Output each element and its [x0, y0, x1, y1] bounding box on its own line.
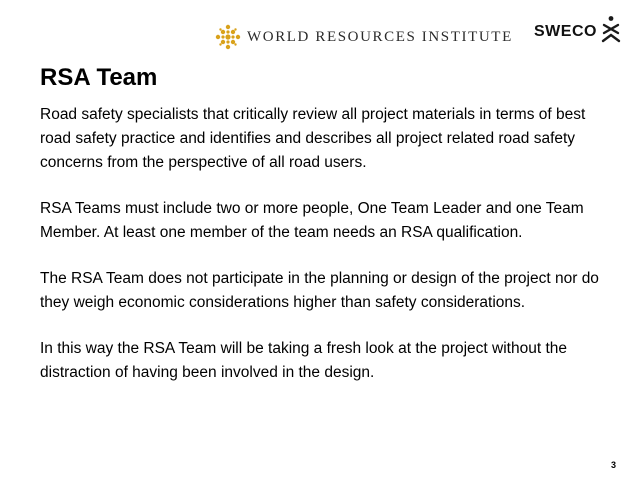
wri-logo-icon	[213, 22, 243, 52]
paragraph-team-composition: RSA Teams must include two or more people, One Team Leader and one Team Member. At least one member of the team needs an RSA qualification.	[40, 200, 584, 241]
paragraph-fresh-look: In this way the RSA Team will be taking a fresh look at the project without the distraction of having been involved in the design.	[40, 340, 567, 381]
sweco-logo-icon	[600, 14, 622, 44]
slide-body	[40, 103, 600, 407]
sweco-logo	[534, 14, 622, 44]
page-number: 3	[611, 460, 617, 470]
slide-title: RSA Team	[40, 64, 158, 91]
paragraph-rsa-role: Road safety specialists that critically review all project materials in terms of best road safety practice and identifies and describes all project related road safety concerns from the perspective of all road users.	[40, 106, 586, 171]
wri-logo-text: WORLD RESOURCES INSTITUTE	[247, 28, 513, 45]
paragraph-independence: The RSA Team does not participate in the planning or design of the project nor do they weigh economic considerations higher than safety considerations.	[40, 270, 599, 311]
wri-logo	[213, 20, 513, 54]
sweco-logo-text: SWECO	[534, 23, 597, 40]
